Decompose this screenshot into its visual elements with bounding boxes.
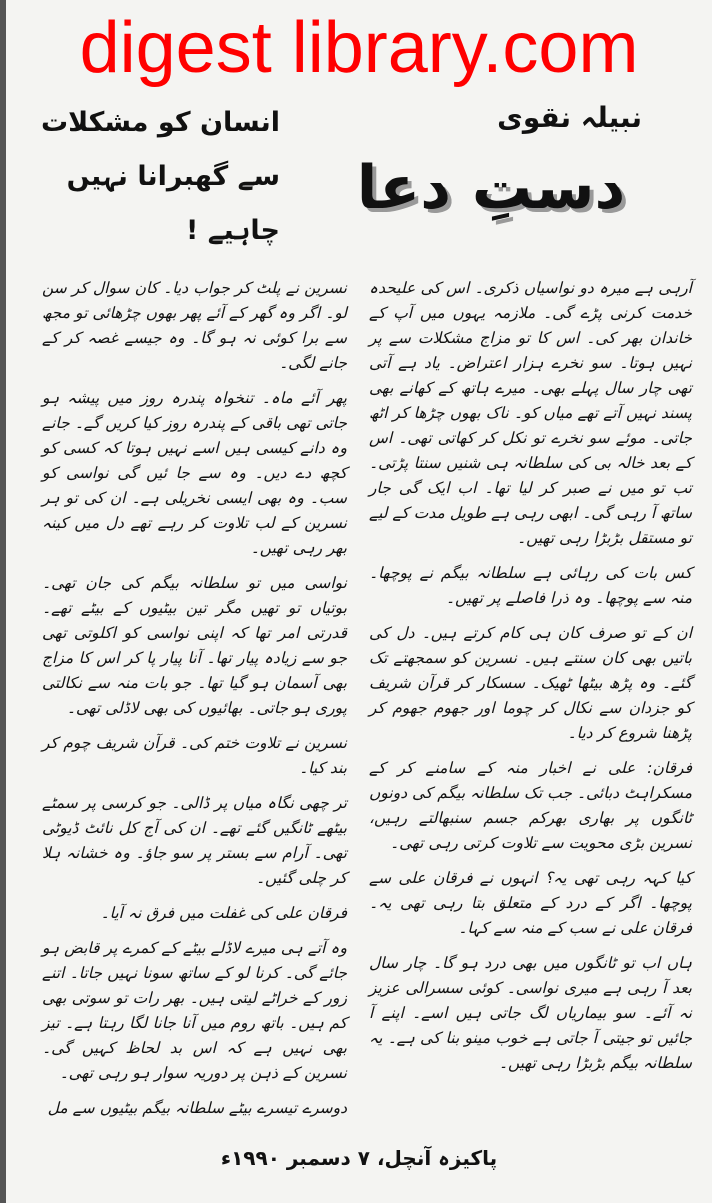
paragraph: نواسی میں تو سلطانہ بیگم کی جان تھی۔ بوتیاں تو تھیں مگر تین بیٹیوں کے بیٹے تھے۔ قدرتی امر تھا کہ اپنی نواسی کو اکلوتی تھی جو سے زیادہ پیار تھا۔ آنا پیار پا کر اس کا مزاج بھی آسمان ہو گیا تھا۔ جو بات منہ سے نکالتی پوری ہو جاتی۔ بھائیوں کی بھی لاڈلی تھی۔: [42, 574, 347, 717]
page-footer: پاکیزہ آنچل، ۷ دسمبر ۱۹۹۰ء: [220, 1146, 498, 1170]
text-column-left: [42, 276, 347, 1131]
watermark: digest library.com: [79, 8, 639, 88]
page-header: [6, 96, 712, 258]
paragraph: ان کے تو صرف کان ہی کام کرتے ہیں۔ دل کی باتیں بھی کان سنتے ہیں۔ نسرین کو سمجھتے تک گئے۔ وہ پڑھ بیٹھا ٹھیک۔ سسکار کر قرآن شریف کو جزدان سے نکال کر چوما اور جھوم جھوم کر پڑھنا شروع کر دیا۔: [369, 624, 692, 742]
paragraph: نسرین نے پلٹ کر جواب دیا۔ کان سوال کر سن لو۔ اگر وہ گھر کے آئے پھر بھوں چڑھائی تو مجھ سے برا کوئی نہ ہو گا۔ وہ جیسے غصہ کر کے جانے لگی۔: [42, 279, 347, 372]
paragraph: ہاں اب تو ٹانگوں میں بھی درد ہو گا۔ چار سال بعد آ رہی ہے میری نواسی۔ کوئی سسرالی عزیز نہ آئے۔ سو بیماریاں لگ جاتی ہیں اسے۔ اپنے آ جائیں تو جیتی آ جاتی ہے خوب مینو بنا کی ہے۔ یہ سلطانہ بیگم بڑبڑا رہی تھیں۔: [369, 954, 692, 1072]
paragraph: فرقان: علی نے اخبار منہ کے سامنے کر کے مسکراہٹ دبائی۔ جب تک سلطانہ بیگم کی دونوں ٹانگوں پر بھاری بھرکم جسم سنبھالتے رہیں، نسرین بڑی محویت سے تلاوت کرتی رہی تھی۔: [369, 759, 692, 852]
text-column-right: [369, 276, 692, 1131]
tagline-line: چاہیے !: [186, 215, 280, 246]
paragraph: فرقان علی کی غفلت میں فرق نہ آیا۔: [100, 904, 347, 922]
paragraph: کس بات کی رہائی ہے سلطانہ بیگم نے پوچھا۔ منہ سے پوچھا۔ وہ ذرا فاصلے پر تھیں۔: [369, 564, 692, 607]
paragraph: دوسرے تیسرے بیٹے سلطانہ بیگم بیٹیوں سے مل: [47, 1099, 347, 1117]
paragraph: نسرین نے تلاوت ختم کی۔ قرآن شریف چوم کر بند کیا۔: [42, 734, 347, 777]
paragraph: تر چھی نگاہ میاں پر ڈالی۔ جو کرسی پر سمٹے بیٹھے ٹانگیں گئے تھے۔ ان کی آج کل نائٹ ڈیوٹی تھی۔ آرام سے بستر پر سو جاؤ۔ وہ خشانہ ہلا کر چلی گئیں۔: [42, 794, 347, 887]
paragraph: کیا کہہ رہی تھی یہ؟ انہوں نے فرقان علی سے پوچھا۔ اگر کے درد کے متعلق بتا رہی تھی یہ۔ فرقان علی نے سب کے منہ سے کہا۔: [369, 869, 692, 937]
paragraph: پھر آئے ماہ۔ تنخواہ پندرہ روز میں پیشہ ہو جاتی تھی باقی کے پندرہ روز کیا کریں گے۔ جانے وہ دانے کیسی ہیں اسے نہیں ہوتا کہ کسی کو کچھ دے دیں۔ وہ سے جا ئیں گی نواسی کو سب۔ وہ بھی ایسی نخریلی ہے۔ ان کی تو ہر نسرین کے لب تلاوت کر رہے تھے دل میں کینہ بھر رہی تھیں۔: [42, 389, 347, 557]
title-block: [300, 96, 682, 236]
paragraph: وہ آتے ہی میرے لاڈلے بیٹے کے کمرے پر قابض ہو جائے گی۔ کرنا لو کے ساتھ سونا نہیں جاتا۔ اتنے زور کے خراٹے لیتی ہیں۔ بھر رات تو سوتی بھی کم ہیں۔ باتھ روم میں آنا جانا لگا رہتا ہے۔ تیز بھی نہیں ہے کہ اس بد لحاظ کہیں گی۔ نسرین کے ذہن پر دوریہ سوار ہو رہی تھی۔: [42, 939, 347, 1082]
paragraph: آرہی ہے میرہ دو نواسیاں ذکری۔ اس کی علیحدہ خدمت کرنی پڑے گی۔ ملازمہ یہوں میں آپ کے خاندان بھر کی۔ اس کا تو مزاج مشکلات سے پر نہیں ہوتا۔ سو نخرے ہزار اعتراض۔ یاد ہے آتی تھی چار سال پہلے بھی۔ میرے ہاتھ کے کھانے بھی پسند نہیں آتے تھے میاں کو۔ ناک بھوں چڑھا کر اٹھ جاتی۔ موئے سو نخرے تو نکل کر کھاتی تھی۔ اس کے بعد خالہ بی کی سلطانہ ہی شنیں سنتا پڑتی۔ تب تو میں نے صبر کر لیا تھا۔ اب ایک گی جار ساتھ آ رہی گی۔ ابھی رہی ہے طویل مدت کے لیے تو مستقل بڑبڑا رہی تھیں۔: [369, 279, 692, 547]
story-title: دستِ دعا: [356, 153, 626, 223]
tagline-line: انسان کو مشکلات: [40, 107, 280, 138]
watermark-band: [6, 0, 712, 96]
tagline: [40, 96, 280, 258]
author-name: نبیلہ نقوی: [497, 101, 642, 134]
tagline-line: سے گھبرانا نہیں: [66, 161, 280, 192]
text-columns: [6, 258, 712, 1131]
